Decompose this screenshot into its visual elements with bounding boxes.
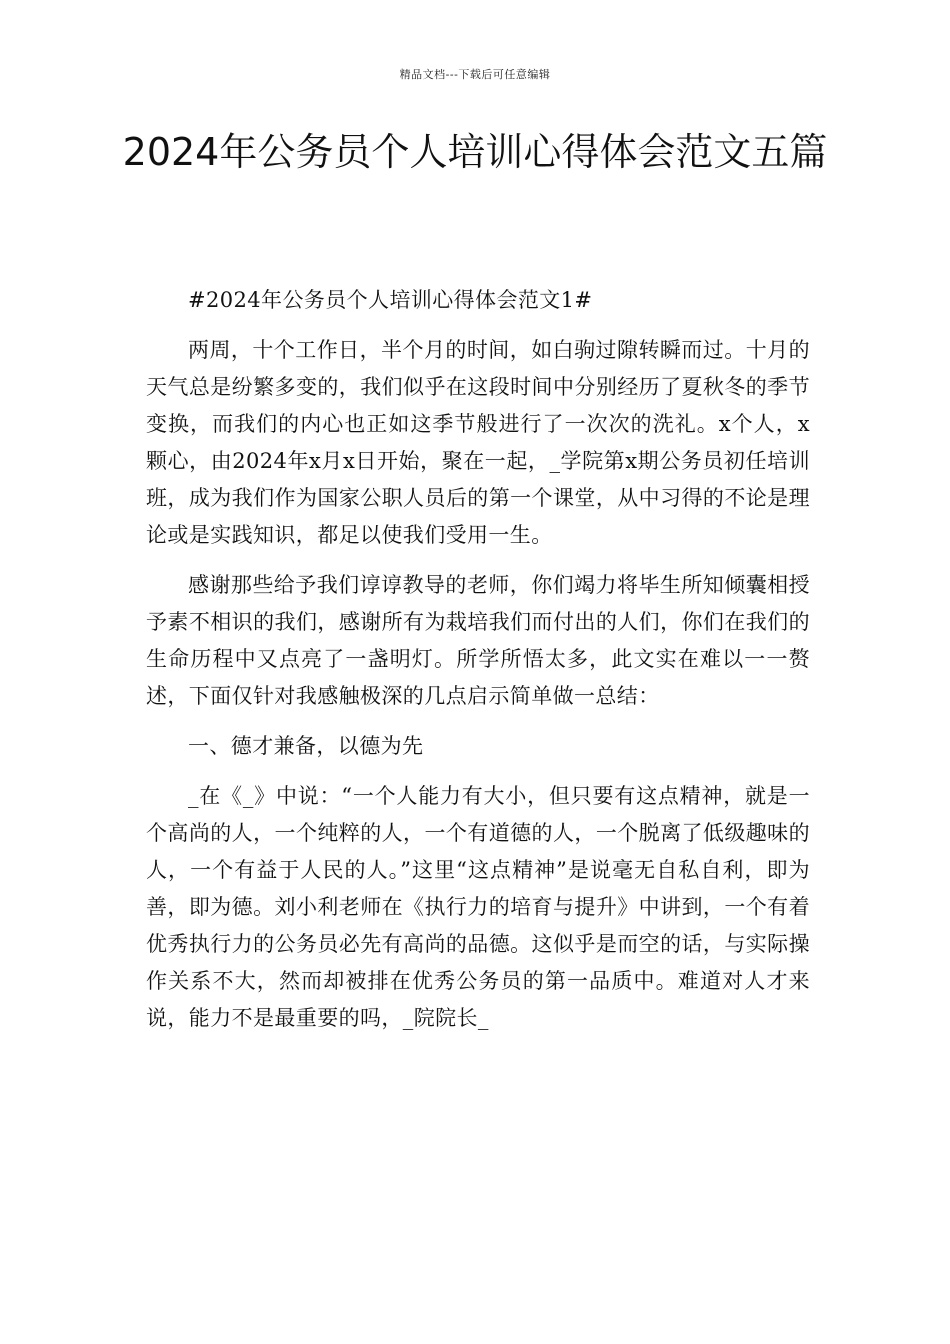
paragraph: _在《_》中说：“一个人能力有大小，但只要有这点精神，就是一个高尚的人，一个纯粹的人，一个有道德的人，一个脱离了低级趣味的人，一个有益于人民的人。”这里“这点精神”是说毫无自私自利，即为善，即为德。刘小利老师在《执行力的培育与提升》中讲到，一个有着优秀执行力的公务员必先有高尚的品德。这似乎是而空的话，与实际操作关系不大，然而却被排在优秀公务员的第一品质中。难道对人才来说，能力不是最重要的吗，_院院长_ xyxy=(146,784,810,1030)
paragraph: 两周，十个工作日，半个月的时间，如白驹过隙转瞬而过。十月的天气总是纷繁多变的，我们似乎在这段时间中分别经历了夏秋冬的季节变换，而我们的内心也正如这季节般进行了一次次的洗礼。x个人，x颗心，由2024年x月x日开始，聚在一起，_学院第x期公务员初任培训班，成为我们作为国家公职人员后的第一个课堂，从中习得的不论是理论或是实践知识，都足以使我们受用一生。 xyxy=(146,338,810,547)
document-body xyxy=(146,282,810,1037)
paragraph: 感谢那些给予我们谆谆教导的老师，你们竭力将毕生所知倾囊相授予素不相识的我们，感谢所有为栽培我们而付出的人们，你们在我们的生命历程中又点亮了一盏明灯。所学所悟太多，此文实在难以一一赘述，下面仅针对我感触极深的几点启示简单做一总结： xyxy=(146,573,810,708)
header-note: 精品文档---下载后可任意编辑 xyxy=(399,68,551,81)
subheading-1: 一、德才兼备，以德为先 xyxy=(188,734,424,758)
document-title: 2024年公务员个人培训心得体会范文五篇 xyxy=(122,130,828,174)
section-heading-1: #2024年公务员个人培训心得体会范文1# xyxy=(188,288,593,312)
